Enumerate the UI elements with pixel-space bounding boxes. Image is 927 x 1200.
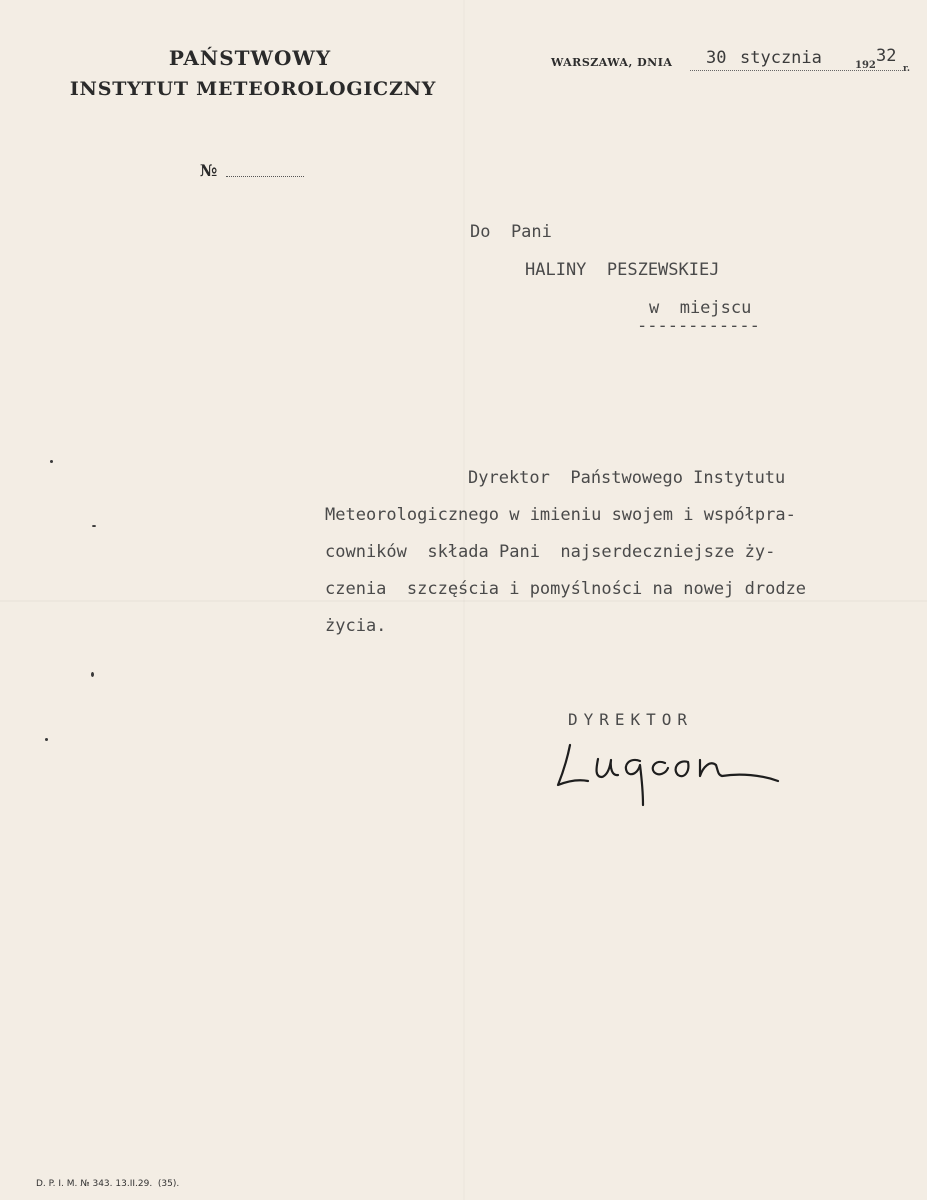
city-date-label: WARSZAWA, DNIA xyxy=(551,56,673,69)
date-year-suffix: 32 xyxy=(876,46,897,66)
address-line-3: w miejscu xyxy=(649,298,752,318)
body-line-4: czenia szczęścia i pomyślności na nowej drodze xyxy=(325,579,807,599)
address-line-2: HALINY PESZEWSKIEJ xyxy=(525,260,720,280)
body-line-3: cowników składa Pani najserdeczniejsze ży- xyxy=(325,542,776,562)
body-line-1: Dyrektor Państwowego Instytutu xyxy=(468,468,786,488)
paper-speck xyxy=(91,672,94,677)
signature-title: DYREKTOR xyxy=(568,710,694,729)
letterhead-line-1: PAŃSTWOWY xyxy=(168,46,332,70)
address-line-1: Do Pani xyxy=(470,222,552,242)
form-code: D. P. I. M. № 343. 13.II.29. (35). xyxy=(36,1179,180,1189)
paper-fold-vertical xyxy=(463,0,465,1200)
paper-speck xyxy=(50,460,53,463)
handwritten-signature xyxy=(550,735,790,815)
date-year-mark: r. xyxy=(903,64,911,74)
letterhead-line-2: INSTYTUT METEOROLOGICZNY xyxy=(69,78,437,100)
reference-number-line xyxy=(226,176,304,177)
paper-speck xyxy=(45,738,48,741)
reference-number-sign: № xyxy=(200,161,218,180)
address-underline: ------------ xyxy=(637,316,760,336)
date-month: stycznia xyxy=(740,48,822,68)
paper-speck xyxy=(92,525,96,527)
date-year-prefix: 192 xyxy=(855,60,876,71)
date-day: 30 xyxy=(706,48,727,68)
body-line-2: Meteorologicznego w imieniu swojem i współpra- xyxy=(325,505,796,525)
body-line-5: życia. xyxy=(325,616,387,636)
